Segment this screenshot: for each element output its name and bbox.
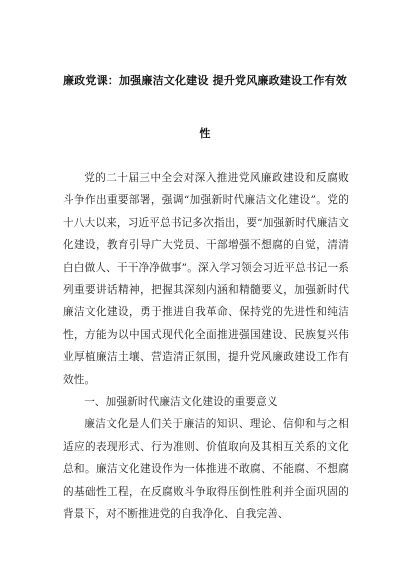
- intro-paragraph: 党的二十届三中全会对深入推进党风廉政建设和反腐败斗争作出重要部署，强调“加强新时代廉洁文化建设”。党的十八大以来，习近平总书记多次指出，要“加强新时代廉洁文化建设，教育引导广大党员、干部增强不想腐的自觉，清清白白做人、干干净净做事”。深入学习领会习近平总书记一系列重要讲话精神，把握其深刻内涵和精髓要义，加强新时代廉洁文化建设，勇于推进自我革命、保持党的先进性和纯洁性，方能为以中国式现代化全面推进强国建设、民族复兴伟业厚植廉洁土壤、营造清正氛围，提升党风廉政建设工作有效性。: [63, 172, 349, 386]
- section-paragraph: 廉洁文化是人们关于廉洁的知识、理论、信仰和与之相适应的表现形式、行为准则、价值取向及其相互关系的文化总和。廉洁文化建设作为一体推进不敢腐、不能腐、不想腐的基础性工程，在反腐败斗争取得压倒性胜利并全面巩固的背景下，对不断推进党的自我净化、自我完善、: [63, 418, 349, 521]
- document-body: [63, 167, 349, 526]
- document-title-continuation: 性: [199, 127, 211, 140]
- section-heading: 一、加强新时代廉洁文化建设的重要意义: [84, 396, 278, 409]
- document-title: 廉政党课：加强廉洁文化建设 提升党风廉政建设工作有效: [62, 74, 348, 87]
